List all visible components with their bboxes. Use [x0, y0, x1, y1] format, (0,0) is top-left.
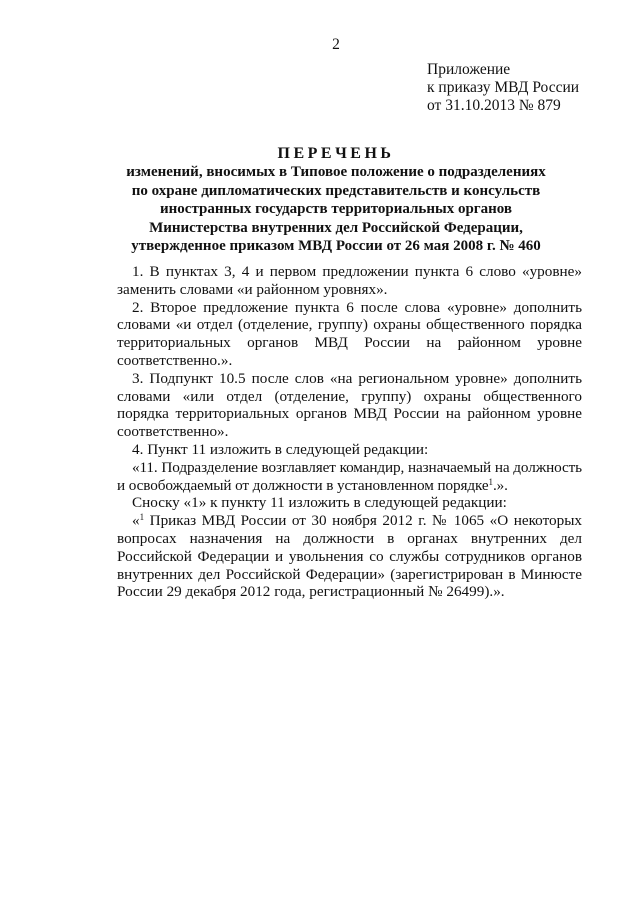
appendix-line: Приложение [427, 61, 511, 78]
appendix-line: от 31.10.2013 № 879 [427, 97, 561, 114]
document-body [117, 263, 582, 601]
footnote-mark: 1 [139, 512, 145, 523]
paragraph-item-11-text [117, 459, 582, 495]
page-number: 2 [332, 36, 340, 53]
document-subtitle [0, 163, 640, 256]
item-11-end: .». [492, 476, 508, 494]
paragraph-item-3: 3. Подпункт 10.5 после слов «на региональном уровне» дополнить словами «или отдел (отделение, группу) охраны общественного порядка территориальных органов МВД России на районном уровне соответственно». [117, 369, 582, 441]
item-11-text: «11. Подразделение возглавляет командир, назначаемый на должность и освобождаемый от должности в установленном порядке [117, 458, 582, 494]
subtitle-line: изменений, вносимых в Типовое положение о подразделениях [126, 164, 546, 180]
paragraph-footnote-text [117, 512, 582, 601]
subtitle-line: иностранных государств территориальных органов [160, 201, 512, 217]
subtitle-line: Министерства внутренних дел Российской Федерации, [149, 219, 523, 236]
appendix-header [427, 61, 579, 115]
subtitle-line: по охране дипломатических представительств и консульств [131, 182, 541, 199]
subtitle-line: утвержденное приказом МВД России от 26 мая 2008 г. № 460 [131, 238, 541, 254]
paragraph-footnote-intro: Сноску «1» к пункту 11 изложить в следующей редакции: [132, 494, 507, 512]
footnote-mark: 1 [488, 476, 493, 487]
footnote-text: Приказ МВД России от 30 ноября 2012 г. № 1065 «О некоторых вопросах назначения на должности в органах внутренних дел Российской Федерации и увольнения со службы сотрудников органов внутренних дел Российской Федерации» (зарегистрирован в Минюсте России 29 декабря 2012 года, регистрационный № 26499).». [117, 512, 582, 601]
document-title: ПЕРЕЧЕНЬ [277, 145, 395, 162]
paragraph-item-1: 1. В пунктах 3, 4 и первом предложении пункта 6 слово «уровне» заменить словами «и районном уровнях». [117, 263, 582, 298]
appendix-line: к приказу МВД России [427, 79, 580, 96]
paragraph-item-2: 2. Второе предложение пункта 6 после слова «уровне» дополнить словами «и отдел (отделение, группу) охраны общественного порядка территориальных органов МВД России на районном уровне соответственно.». [117, 298, 582, 369]
paragraph-item-4: 4. Пункт 11 изложить в следующей редакции: [132, 440, 429, 458]
footnote-open-quote: « [132, 512, 140, 530]
